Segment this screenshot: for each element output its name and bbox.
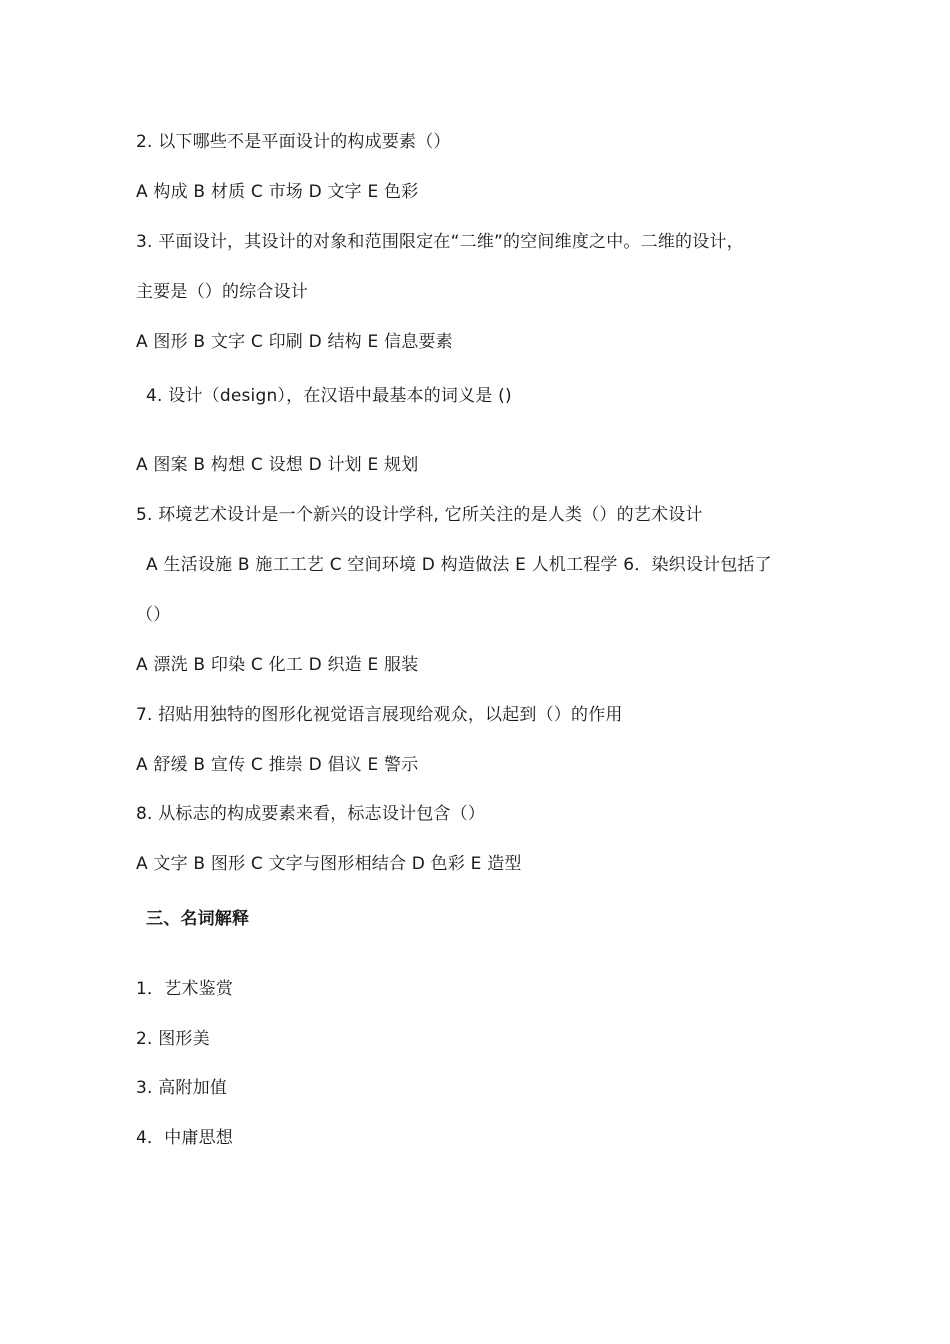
question-7: 7. 招贴用独特的图形化视觉语言展现给观众，以起到（）的作用 xyxy=(136,705,623,725)
question-6-options: A 漂洗 B 印染 C 化工 D 织造 E 服装 xyxy=(136,655,419,675)
question-2-options: A 构成 B 材质 C 市场 D 文字 E 色彩 xyxy=(136,182,419,202)
section-heading: 三、名词解释 xyxy=(146,909,250,929)
question-8: 8. 从标志的构成要素来看，标志设计包含（） xyxy=(136,804,486,824)
term-item: 1．艺术鉴赏 xyxy=(136,979,234,999)
question-2: 2. 以下哪些不是平面设计的构成要素（） xyxy=(136,132,451,152)
term-item: 2. 图形美 xyxy=(136,1029,210,1049)
question-4: 4. 设计（design），在汉语中最基本的词义是 () xyxy=(146,386,512,406)
question-3-options: A 图形 B 文字 C 印刷 D 结构 E 信息要素 xyxy=(136,332,453,352)
question-3: 3. 平面设计，其设计的对象和范围限定在“二维”的空间维度之中。二维的设计， xyxy=(136,232,744,252)
question-6-continued: （） xyxy=(136,605,171,625)
question-3-continued: 主要是（）的综合设计 xyxy=(136,282,308,302)
term-item: 4．中庸思想 xyxy=(136,1128,234,1148)
question-8-options: A 文字 B 图形 C 文字与图形相结合 D 色彩 E 造型 xyxy=(136,854,522,874)
question-5: 5. 环境艺术设计是一个新兴的设计学科, 它所关注的是人类（）的艺术设计 xyxy=(136,505,703,525)
question-5-options-and-question-6: A 生活设施 B 施工工艺 C 空间环境 D 构造做法 E 人机工程学 6．染织设计包括了 xyxy=(146,555,772,575)
term-item: 3. 高附加值 xyxy=(136,1078,228,1098)
question-7-options: A 舒缓 B 宣传 C 推崇 D 倡议 E 警示 xyxy=(136,755,419,775)
question-4-options: A 图案 B 构想 C 设想 D 计划 E 规划 xyxy=(136,455,419,475)
